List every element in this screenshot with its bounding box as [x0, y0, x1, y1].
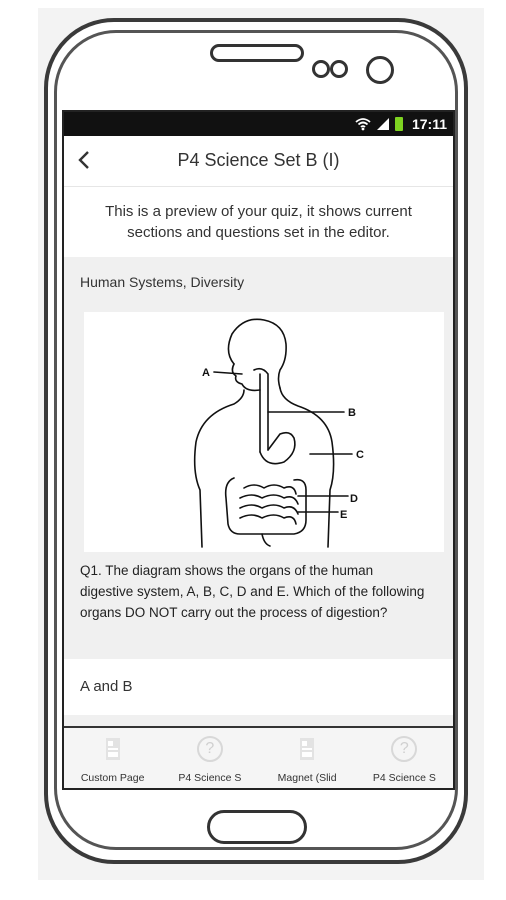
tab-magnet-slide[interactable] [259, 728, 356, 788]
tab-label: Magnet (Slid [277, 772, 337, 784]
help-circle-icon: ? [391, 736, 417, 762]
diagram-label-d: D [350, 493, 358, 505]
question-text: Q1. The diagram shows the organs of the human digestive system, A, B, C, D and E. Which of the following organs DO NOT carry out the process of digestion? [80, 563, 425, 620]
light-sensor [330, 60, 348, 78]
status-time: 17:11 [411, 116, 447, 132]
chevron-left-icon[interactable] [70, 144, 98, 174]
tab-p4-science-s-1[interactable] [161, 728, 258, 788]
page-title: P4 Science Set B (I) [177, 150, 340, 170]
phone-speaker [210, 44, 304, 62]
diagram-label-e: E [340, 509, 348, 521]
preview-intro: This is a preview of your quiz, it shows current sections and questions set in the editor. [64, 187, 453, 257]
phone-screen [62, 110, 455, 790]
answer-option[interactable]: A and B [64, 659, 453, 715]
home-button[interactable] [207, 810, 307, 844]
app-header [64, 136, 453, 187]
diagram-label-a: A [202, 367, 210, 379]
bottom-tab-bar [64, 726, 453, 788]
battery-icon [395, 117, 403, 131]
tab-p4-science-s-2[interactable] [356, 728, 453, 788]
status-bar [64, 112, 453, 136]
signal-icon [376, 117, 390, 131]
proximity-sensor [312, 60, 330, 78]
tab-label: P4 Science S [372, 772, 436, 784]
tab-custom-page[interactable] [64, 728, 161, 788]
diagram-label-c: C [356, 449, 364, 461]
page-icon [100, 736, 126, 762]
quiz-preview-content[interactable] [64, 187, 453, 732]
help-circle-icon: ? [197, 736, 223, 762]
front-camera [366, 56, 394, 84]
section-title: Human Systems, Diversity [80, 274, 245, 290]
digestive-system-diagram [84, 312, 444, 552]
wifi-icon [355, 117, 371, 131]
page-icon [294, 736, 320, 762]
diagram-label-b: B [348, 407, 356, 419]
tab-label: Custom Page [80, 772, 145, 784]
tab-label: P4 Science S [178, 772, 242, 784]
